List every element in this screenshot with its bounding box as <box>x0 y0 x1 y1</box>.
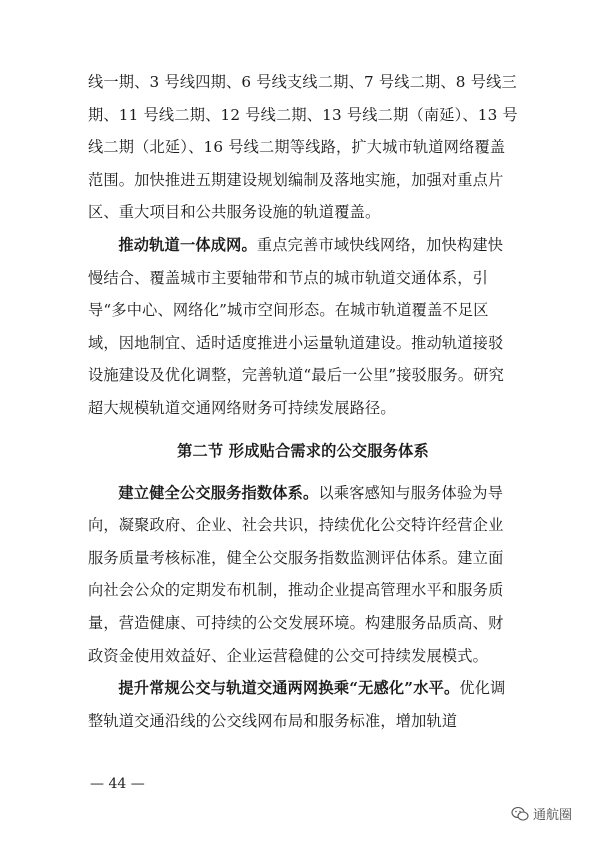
paragraph-rail-network <box>88 229 518 425</box>
paragraph-text: 以乘客感知与服务体验为导向，凝聚政府、企业、社会共识，持续优化公交特许经营企业服务质量考核标准，健全公交服务指数监测评估体系。建立面向社会公众的定期发布机制，推动企业提高管理水平和服务质量，营造健康、可持续的公交发展环境。构建服务品质高、财政资金使用效益好、企业运营稳健的公交可持续发展模式。 <box>88 483 504 665</box>
wechat-icon <box>511 806 529 822</box>
paragraph-text: 重点完善市域快线网络，加快构建快慢结合、覆盖城市主要轴带和节点的城市轨道交通体系，引导“多中心、网络化”城市空间形态。在城市轨道覆盖不足区域，因地制宜、适时适度推进小运量轨道建设。推动轨道接驳设施建设及优化调整，完善轨道“最后一公里”接驳服务。研究超大规模轨道交通网络财务可持续发展路径。 <box>88 235 505 417</box>
section-heading: 第二节 形成贴合需求的公交服务体系 <box>177 441 429 460</box>
paragraph-service-index <box>88 477 518 673</box>
paragraph-text: 优化调整轨道交通沿线的公交线网布局和服务标准，增加轨道 <box>88 679 506 730</box>
page-number: — 44 — <box>90 776 145 792</box>
paragraph-lead-bold: 提升常规公交与轨道交通两网换乘“无感化”水平。 <box>118 679 460 698</box>
watermark <box>511 804 572 823</box>
paragraph-lead-bold: 推动轨道一体成网。 <box>118 235 257 254</box>
paragraph-continuation <box>88 66 518 229</box>
document-body <box>88 66 518 737</box>
paragraph-lead-bold: 建立健全公交服务指数体系。 <box>118 483 319 502</box>
watermark-text: 通航圈 <box>532 808 572 823</box>
paragraph-text: 线一期、3 号线四期、6 号线支线二期、7 号线二期、8 号线三期、11 号线二期、12 号线二期、13 号线二期（南延）、13 号线二期（北延）、16 号线二期等线路，扩大城市轨道网络覆盖范围。加快推进五期建设规划编制及落地实施，加强对重点片区、重大项目和公共服务设施的轨道覆盖。 <box>88 73 518 222</box>
paragraph-transfer <box>88 672 518 737</box>
